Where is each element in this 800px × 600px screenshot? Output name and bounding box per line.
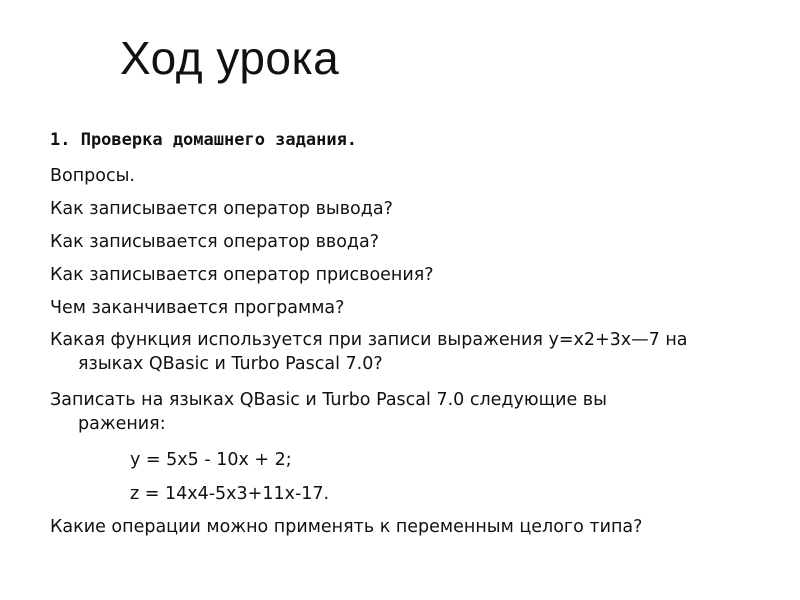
task-write-expressions-line-2: ражения: <box>78 414 166 434</box>
section-heading: 1. Проверка домашнего задания. <box>50 130 358 150</box>
question-output-operator: Как записывается оператор вывода? <box>50 199 393 219</box>
question-function-line-2: языках QBasic и Turbo Pascal 7.0? <box>78 354 383 374</box>
question-program-end: Чем заканчивается программа? <box>50 298 345 318</box>
question-integer-operations: Какие операции можно применять к переменным целого типа? <box>50 517 643 537</box>
question-assignment-operator: Как записывается оператор присвоения? <box>50 265 434 285</box>
task-write-expressions-line-1: Записать на языках QBasic и Turbo Pascal 7.0 следующие вы <box>50 390 607 410</box>
question-function-line-1: Какая функция используется при записи выражения y=x2+3x—7 на <box>50 330 688 350</box>
expression-z: z = 14x4-5x3+11x-17. <box>130 484 330 504</box>
expression-y: y = 5x5 - 10x + 2; <box>130 450 292 470</box>
question-input-operator: Как записывается оператор ввода? <box>50 232 380 252</box>
questions-label: Вопросы. <box>50 166 135 186</box>
slide-title: Ход урока <box>120 32 340 84</box>
